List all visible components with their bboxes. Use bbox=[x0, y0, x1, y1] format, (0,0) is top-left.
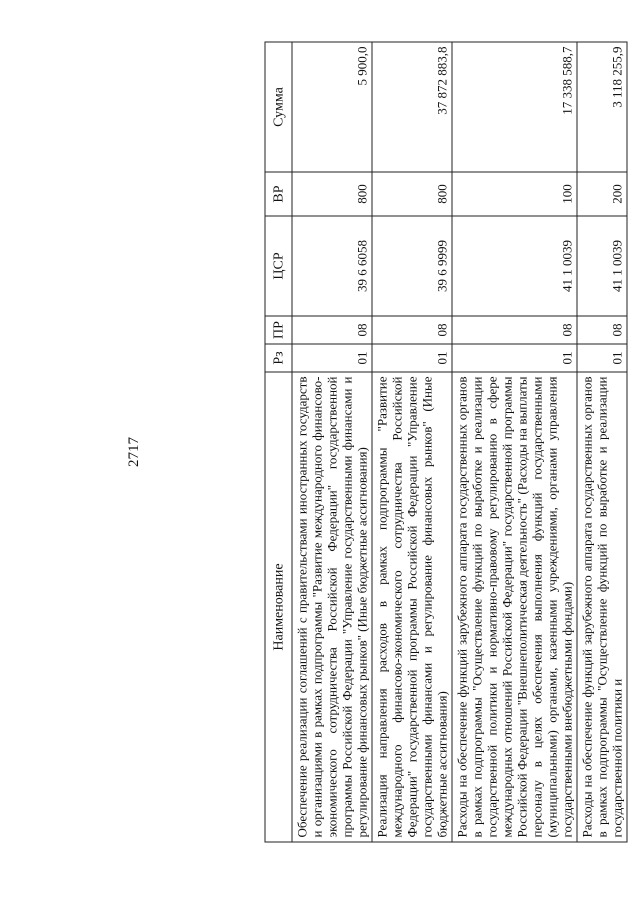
row-vr: 800 bbox=[292, 172, 372, 216]
row-pr: 08 bbox=[372, 316, 452, 344]
row-vr: 200 bbox=[577, 172, 627, 216]
row-name: Расходы на обеспечение функций зарубежного аппарата государственных органов в рамках подпрограммы "Осуществление функций по выработке и реализации государственной политики и нормативно-правовому регулированию в сфере международных отношений Российской Федерации" государственной программы Российской Федерации "Внешнеполитическая деятельность" (Расходы на выплаты персоналу в целях обеспечения выполнения функций государственными (муниципальными) органами, казенными учреждениями, органами управления государственными внебюджетными фондами) bbox=[452, 372, 577, 842]
header-vr: ВР bbox=[265, 172, 292, 216]
row-sum: 3 118 255,9 bbox=[577, 42, 627, 172]
table-row bbox=[292, 42, 372, 842]
page-number: 2717 bbox=[126, 437, 142, 467]
row-rz: 01 bbox=[292, 344, 372, 372]
table-header-row bbox=[265, 42, 292, 842]
row-csr: 39 6 9999 bbox=[372, 216, 452, 316]
budget-sheet bbox=[265, 43, 640, 843]
row-name: Расходы на обеспечение функций зарубежного аппарата государственных органов в рамках подпрограммы "Осуществление функций по выработке и реализации государственной политики и bbox=[577, 372, 627, 842]
table-row bbox=[577, 42, 627, 842]
row-rz: 01 bbox=[452, 344, 577, 372]
table-row bbox=[452, 42, 577, 842]
budget-table bbox=[265, 42, 628, 843]
row-csr: 39 6 6058 bbox=[292, 216, 372, 316]
row-pr: 08 bbox=[577, 316, 627, 344]
header-csr: ЦСР bbox=[265, 216, 292, 316]
header-sum: Сумма bbox=[265, 42, 292, 172]
header-name: Наименование bbox=[265, 372, 292, 842]
row-rz: 01 bbox=[372, 344, 452, 372]
row-sum: 17 338 588,7 bbox=[452, 42, 577, 172]
row-vr: 100 bbox=[452, 172, 577, 216]
row-sum: 37 872 883,8 bbox=[372, 42, 452, 172]
row-sum: 5 900,0 bbox=[292, 42, 372, 172]
row-pr: 08 bbox=[452, 316, 577, 344]
row-csr: 41 1 0039 bbox=[577, 216, 627, 316]
table-row bbox=[372, 42, 452, 842]
header-pr: ПР bbox=[265, 316, 292, 344]
row-pr: 08 bbox=[292, 316, 372, 344]
row-csr: 41 1 0039 bbox=[452, 216, 577, 316]
row-rz: 01 bbox=[577, 344, 627, 372]
row-name: Реализация направления расходов в рамках подпрограммы "Развитие международного финансово-экономического сотрудничества Российской Федерации" государственной программы Российской Федерации "Управление государственными финансами и регулирование финансовых рынков" (Иные бюджетные ассигнования) bbox=[372, 372, 452, 842]
row-name: Обеспечение реализации соглашений с правительствами иностранных государств и организациями в рамках подпрограммы "Развитие международного финансово-экономического сотрудничества Российской Федерации" государственной программы Российской Федерации "Управление государственными финансами и регулирование финансовых рынков" (Иные бюджетные ассигнования) bbox=[292, 372, 372, 842]
header-rz: Рз bbox=[265, 344, 292, 372]
row-vr: 800 bbox=[372, 172, 452, 216]
